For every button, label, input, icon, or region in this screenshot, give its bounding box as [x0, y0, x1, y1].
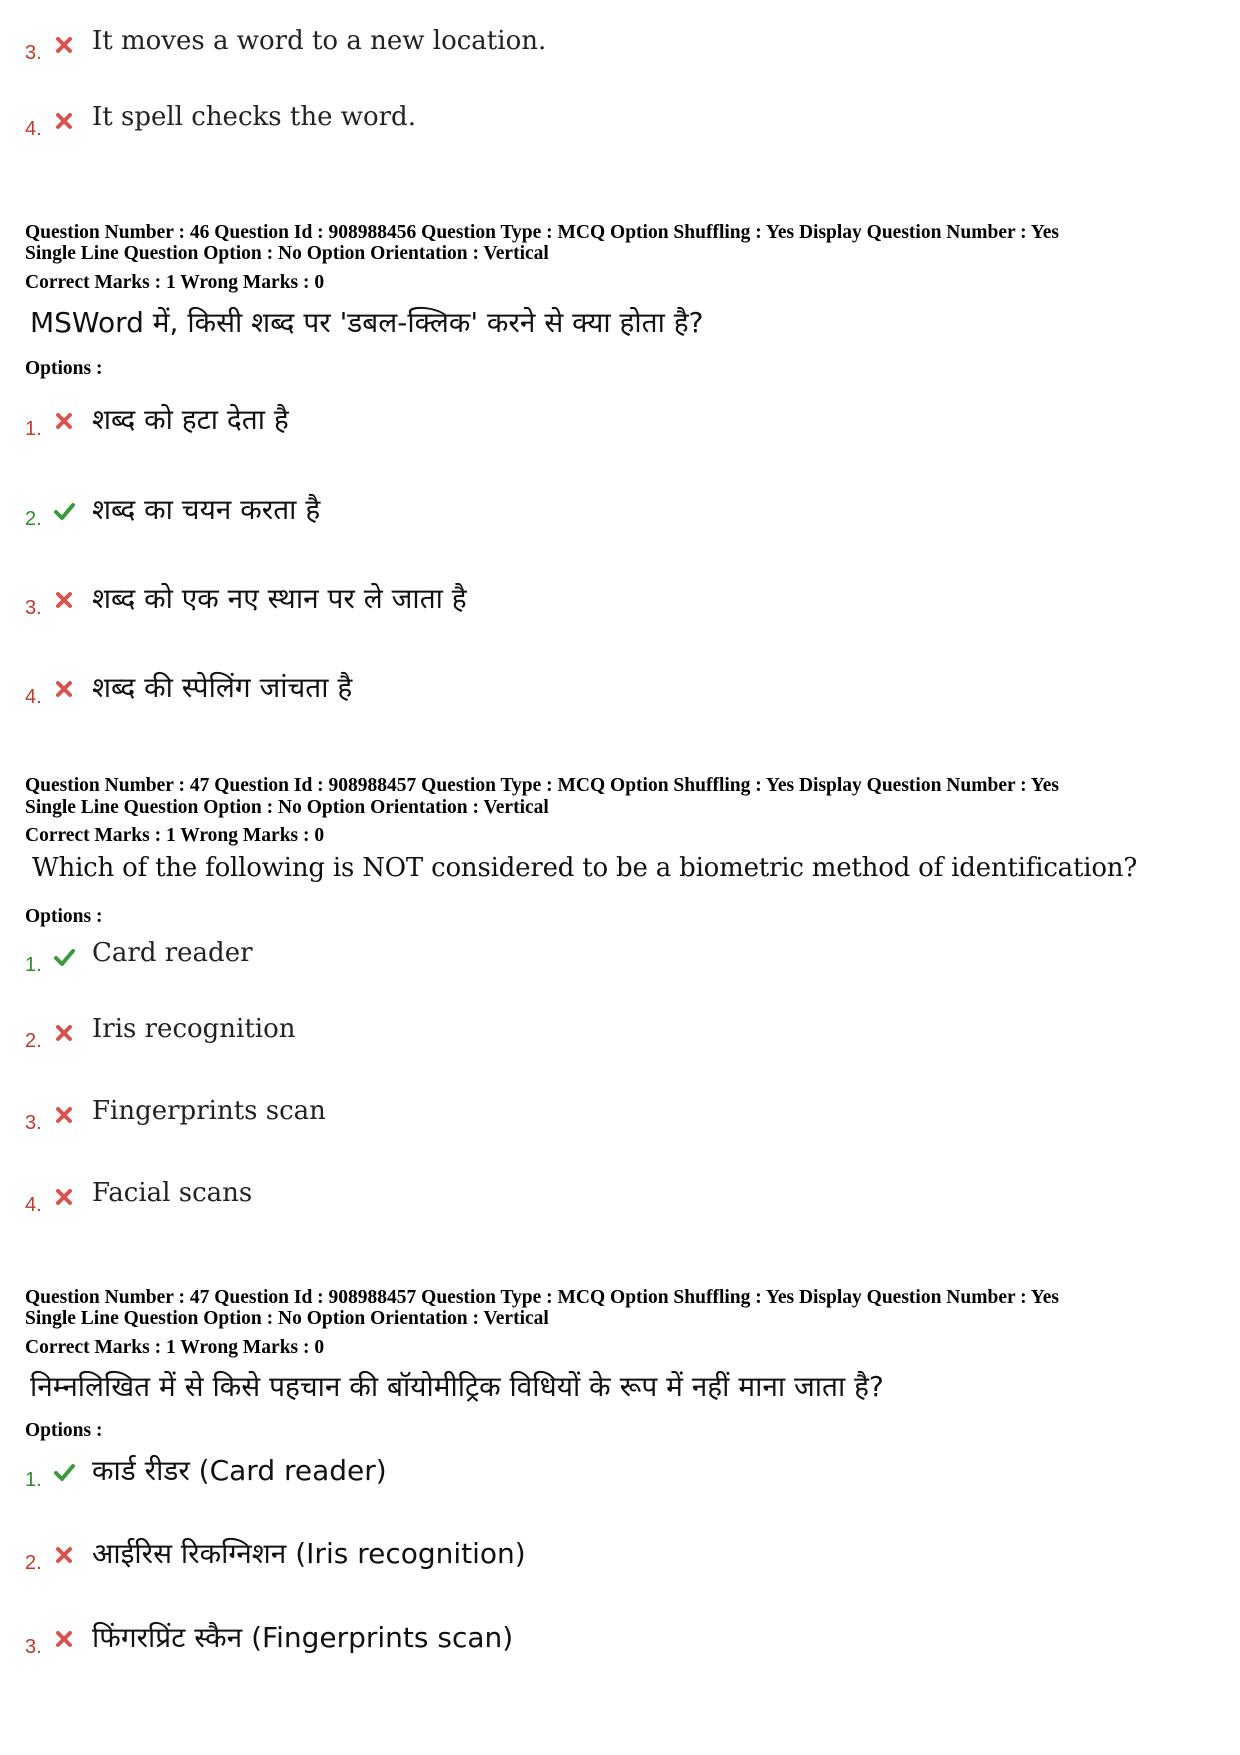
question-meta-line: Single Line Question Option : No Option Orientation : Vertical: [25, 797, 549, 818]
option-text: कार्ड रीडर (Card reader): [92, 1454, 387, 1487]
option-row: [0, 1098, 1200, 1138]
option-text: Card reader: [92, 938, 253, 968]
cross-icon: [53, 1022, 75, 1044]
option-row: [0, 494, 1200, 534]
cross-icon: [53, 589, 75, 611]
option-row: [0, 404, 1200, 444]
option-text: शब्द का चयन करता है: [92, 493, 321, 526]
option-number: 1.: [25, 418, 42, 440]
question-text: निम्नलिखित में से किसे पहचान की बॉयोमीट्रिक विधियों के रूप में नहीं माना जाता है?: [30, 1370, 884, 1403]
option-text: Iris recognition: [92, 1014, 296, 1044]
cross-icon: [53, 1544, 75, 1566]
option-text: Fingerprints scan: [92, 1096, 326, 1126]
cross-icon: [53, 1628, 75, 1650]
marks-line: Correct Marks : 1 Wrong Marks : 0: [25, 1337, 325, 1358]
options-label: Options :: [25, 906, 103, 927]
option-text: It spell checks the word.: [92, 102, 416, 132]
question-meta-line: Question Number : 47 Question Id : 908988457 Question Type : MCQ Option Shuffling : Yes Display Question Number : Yes: [25, 1287, 1059, 1308]
cross-icon: [53, 34, 75, 56]
options-label: Options :: [25, 358, 103, 379]
cross-icon: [53, 410, 75, 432]
check-icon: [53, 1461, 75, 1483]
option-row: [0, 1622, 1200, 1662]
option-row: [0, 583, 1200, 623]
check-icon: [53, 946, 75, 968]
option-row: [0, 28, 1200, 68]
option-number: 3.: [25, 42, 42, 64]
option-number: 1.: [25, 1469, 42, 1491]
option-text: आईरिस रिकग्निशन (Iris recognition): [92, 1537, 526, 1570]
options-label: Options :: [25, 1420, 103, 1441]
marks-line: Correct Marks : 1 Wrong Marks : 0: [25, 825, 325, 846]
option-text: शब्द की स्पेलिंग जांचता है: [92, 671, 353, 704]
option-number: 4.: [25, 686, 42, 708]
marks-line: Correct Marks : 1 Wrong Marks : 0: [25, 272, 325, 293]
option-row: [0, 1180, 1200, 1220]
question-meta-line: Single Line Question Option : No Option Orientation : Vertical: [25, 1308, 549, 1329]
option-row: [0, 1455, 1200, 1495]
cross-icon: [53, 110, 75, 132]
option-number: 2.: [25, 508, 42, 530]
option-row: [0, 1016, 1200, 1056]
option-text: फिंगरप्रिंट स्कैन (Fingerprints scan): [92, 1621, 514, 1654]
option-number: 1.: [25, 954, 42, 976]
question-meta-line: Question Number : 46 Question Id : 908988456 Question Type : MCQ Option Shuffling : Yes Display Question Number : Yes: [25, 222, 1059, 243]
option-number: 3.: [25, 1112, 42, 1134]
option-row: [0, 104, 1200, 144]
option-number: 2.: [25, 1030, 42, 1052]
question-meta-line: Single Line Question Option : No Option Orientation : Vertical: [25, 243, 549, 264]
option-row: [0, 1538, 1200, 1578]
question-meta-line: Question Number : 47 Question Id : 908988457 Question Type : MCQ Option Shuffling : Yes Display Question Number : Yes: [25, 775, 1059, 796]
option-text: शब्द को एक नए स्थान पर ले जाता है: [92, 582, 467, 615]
option-number: 4.: [25, 118, 42, 140]
cross-icon: [53, 1186, 75, 1208]
question-text: Which of the following is NOT considered to be a biometric method of identification?: [32, 853, 1138, 883]
option-number: 2.: [25, 1552, 42, 1574]
cross-icon: [53, 678, 75, 700]
option-row: [0, 940, 1200, 980]
option-text: It moves a word to a new location.: [92, 26, 547, 56]
question-text: MSWord में, किसी शब्द पर 'डबल-क्लिक' करने से क्या होता है?: [30, 306, 704, 339]
option-row: [0, 672, 1200, 712]
cross-icon: [53, 1104, 75, 1126]
option-text: Facial scans: [92, 1178, 253, 1208]
option-number: 3.: [25, 597, 42, 619]
option-number: 3.: [25, 1636, 42, 1658]
option-text: शब्द को हटा देता है: [92, 403, 289, 436]
option-number: 4.: [25, 1194, 42, 1216]
check-icon: [53, 500, 75, 522]
